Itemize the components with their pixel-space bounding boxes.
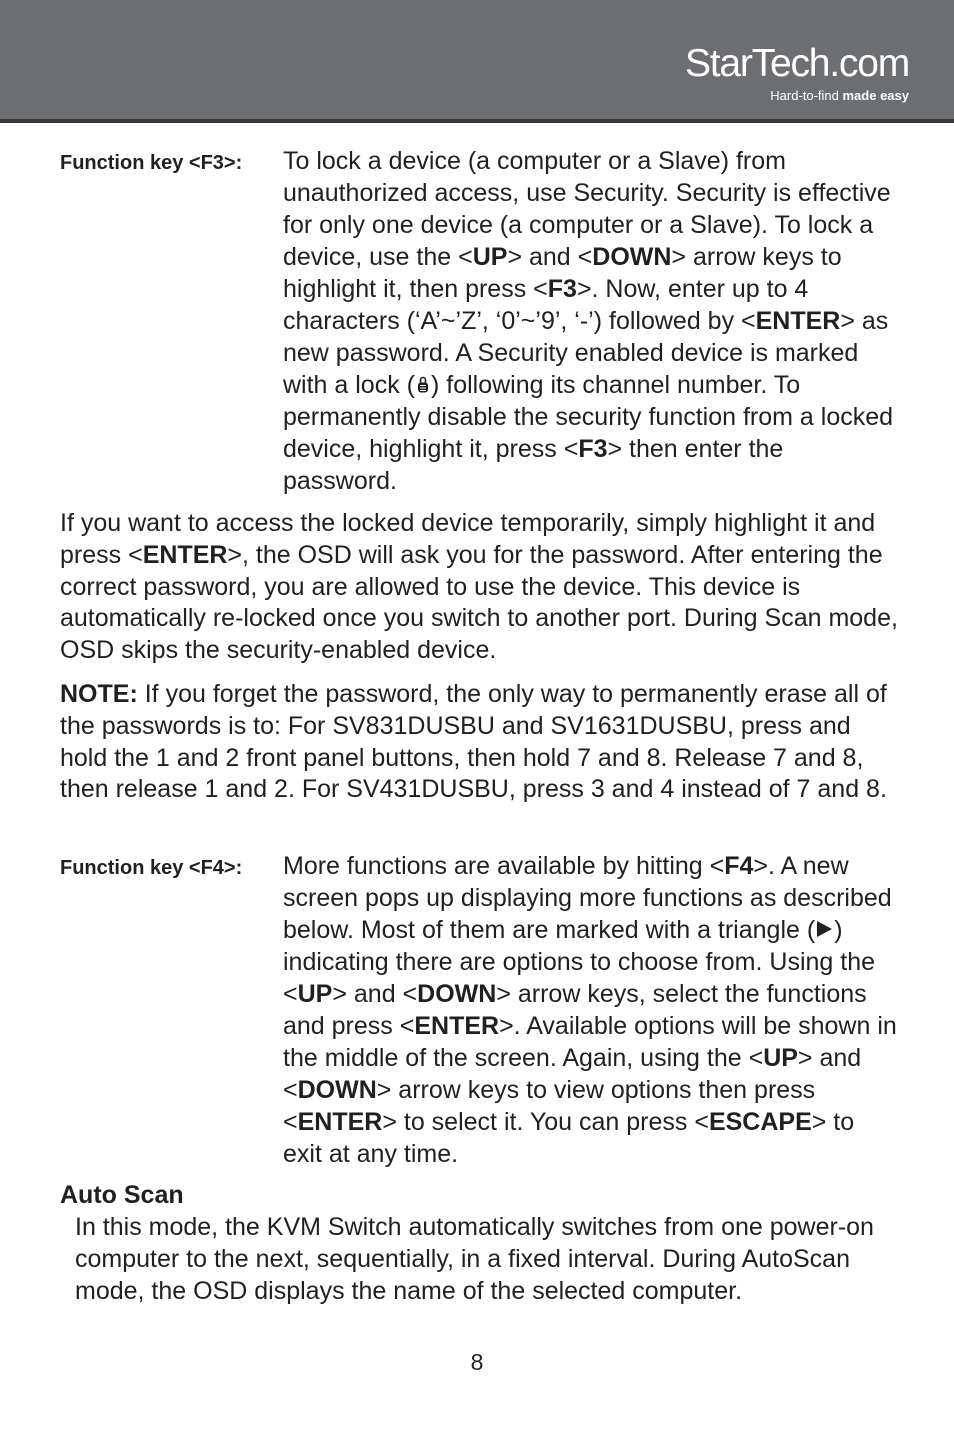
- text-run: > then enter the password.: [283, 435, 784, 495]
- function-key-f4-label: Function key <F4>:: [60, 857, 243, 879]
- text-run: > and <: [332, 980, 418, 1008]
- key-enter: ENTER: [755, 307, 841, 335]
- text-run: > to select it. You can press <: [382, 1108, 709, 1136]
- note-text: If you forget the password, the only way to permanently erase all of the passwords is to: For SV831DUSBU and SV1631DUSBU, press and hold the 1 and 2 front panel buttons, then hold 7 and 8. Release 7 and 8, then release 1 and 2. For SV431DUSBU, press 3 and 4 instead of 7 and 8.: [60, 680, 887, 804]
- text-run: > and <: [507, 243, 593, 271]
- auto-scan-heading: Auto Scan: [60, 1181, 184, 1209]
- text-run: To lock a device (a computer or a Slave) from unauthorized access, use Security. Security is effective for only one device (a computer or a Slave). To lock a device, use the <: [283, 147, 891, 271]
- key-down: DOWN: [592, 243, 672, 271]
- text-run: > to exit at any time.: [283, 1108, 855, 1168]
- text-run: >. Now, enter up to 4 characters (‘A’~’Z’, ‘0’~’9’, ‘-’) followed by <: [283, 275, 809, 335]
- key-enter: ENTER: [142, 540, 228, 569]
- text-run: If you want to access the locked device temporarily, simply highlight it and press <: [60, 509, 876, 569]
- key-f3: F3: [578, 435, 608, 463]
- auto-scan-description: In this mode, the KVM Switch automatically switches from one power-on computer to the next, sequentially, in a fixed interval. During AutoScan mode, the OSD displays the name of the selected computer.: [75, 1213, 874, 1305]
- tagline-bold: made easy: [842, 88, 909, 103]
- page-number: 8: [470, 1349, 484, 1375]
- logo-tagline: [770, 88, 909, 104]
- text-run: >. Available options will be shown in the middle of the screen. Again, using the <: [283, 1012, 897, 1072]
- key-enter: ENTER: [414, 1012, 500, 1040]
- function-key-f4-description: [283, 850, 898, 1170]
- key-enter: ENTER: [297, 1108, 383, 1136]
- tagline-light: Hard-to-find: [770, 88, 843, 103]
- text-run: ) following its channel number. To permanently disable the security function from a locked device, highlight it, press <: [283, 371, 894, 463]
- triangle-icon: [817, 921, 832, 937]
- text-run: > and <: [283, 1044, 862, 1104]
- key-down: DOWN: [417, 980, 497, 1008]
- key-f4: F4: [724, 852, 754, 880]
- key-up: UP: [763, 1044, 798, 1072]
- text-run: > arrow keys to highlight it, then press <: [283, 243, 842, 303]
- text-run: ) indicating there are options to choose from. Using the <: [283, 916, 876, 1008]
- key-down: DOWN: [297, 1076, 377, 1104]
- key-escape: ESCAPE: [708, 1108, 812, 1136]
- key-f3: F3: [547, 275, 577, 303]
- text-run: > as new password. A Security enabled device is marked with a lock (: [283, 307, 889, 399]
- key-up: UP: [472, 243, 508, 271]
- text-run: > arrow keys, select the functions and press <: [283, 980, 867, 1040]
- key-up: UP: [297, 980, 333, 1008]
- note-label: NOTE:: [60, 680, 138, 708]
- text-run: >. A new screen pops up displaying more functions as described below. Most of them are marked with a triangle (: [283, 852, 892, 944]
- temporary-access-paragraph: [60, 508, 900, 667]
- lock-icon: [417, 374, 429, 394]
- note-paragraph: [60, 679, 900, 806]
- startech-logo: [684, 42, 909, 108]
- function-key-f3-description: [283, 145, 898, 497]
- text-run: >, the OSD will ask you for the password. After entering the correct password, you are allowed to use the device. This device is automatically re-locked once you switch to another port. During Scan mode, OSD skips the security-enabled device.: [60, 540, 898, 665]
- text-run: > arrow keys to view options then press <: [283, 1076, 816, 1136]
- page-header: [0, 0, 954, 123]
- logo-wordmark: StarTech.com: [684, 42, 909, 85]
- function-key-f3-label: Function key <F3>:: [60, 152, 243, 174]
- text-run: More functions are available by hitting <: [283, 852, 725, 880]
